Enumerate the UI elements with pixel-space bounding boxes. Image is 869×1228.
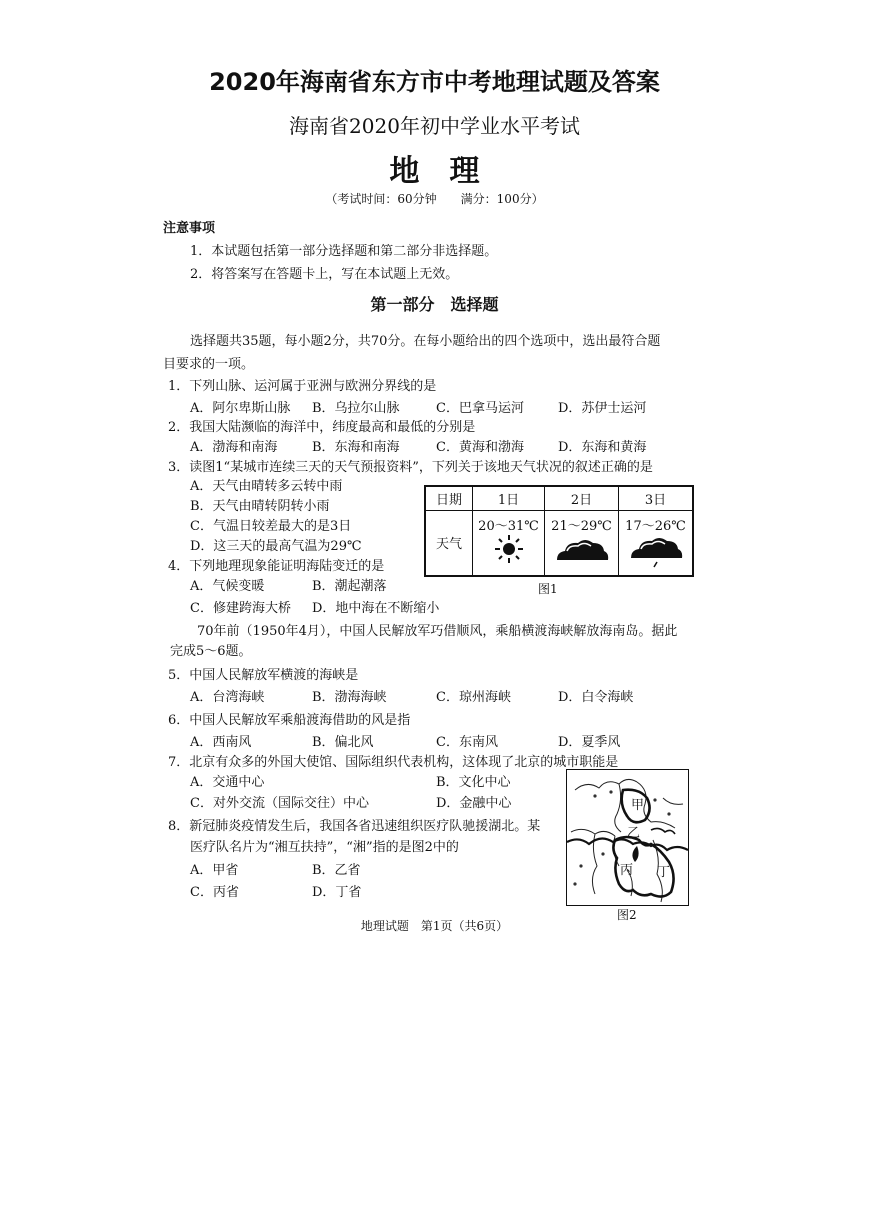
q8-option-a: A．甲省 [190, 863, 239, 878]
figure-1-caption: 图1 [538, 582, 558, 596]
q8-option-c: C．丙省 [190, 885, 239, 900]
day-3-header: 3日 [619, 486, 694, 510]
q2-option-c: C．黄海和渤海 [436, 440, 524, 455]
notice-item: 1．本试题包括第一部分选择题和第二部分非选择题。 [190, 244, 498, 259]
subject-title: 地 理 [389, 154, 480, 189]
q6-option-b: B．偏北风 [312, 735, 374, 750]
q4-option-d: D．地中海在不断缩小 [312, 601, 440, 616]
notice-heading: 注意事项 [163, 221, 216, 236]
question-8-stem: 8．新冠肺炎疫情发生后，我国各省迅速组织医疗队驰援湖北。某 [168, 819, 541, 834]
q2-option-d: D．东海和黄海 [558, 440, 647, 455]
q2-option-a: A．渤海和南海 [190, 440, 278, 455]
q5-option-b: B．渤海海峡 [312, 690, 387, 705]
cloudy-icon [553, 534, 611, 564]
question-8-stem-cont: 医疗队名片为“湘互扶持”，“湘”指的是图2中的 [190, 840, 459, 855]
passage-text: 70年前（1950年4月），中国人民解放军巧借顺风，乘船横渡海峡解放海南岛。据此 [197, 624, 678, 639]
day-1-cell [473, 510, 545, 576]
day-1-header: 1日 [473, 486, 545, 510]
q5-option-a: A．台湾海峡 [190, 690, 265, 705]
question-7-stem: 7．北京有众多的外国大使馆、国际组织代表机构，这体现了北京的城市职能是 [168, 755, 619, 770]
q8-option-b: B．乙省 [312, 863, 361, 878]
province-label-ding: 丁 [657, 865, 671, 880]
q7-option-d: D．金融中心 [436, 796, 512, 811]
time-info: （考试时间：60分钟 满分：100分） [325, 192, 544, 206]
day-2-header: 2日 [545, 486, 619, 510]
q7-option-a: A．交通中心 [190, 775, 265, 790]
question-2-stem: 2．我国大陆濒临的海洋中，纬度最高和最低的分别是 [168, 420, 476, 435]
q6-option-a: A．西南风 [190, 735, 252, 750]
day-2-cell [545, 510, 619, 576]
q8-option-d: D．丁省 [312, 885, 362, 900]
weather-forecast-table [424, 485, 694, 577]
q4-option-b: B．潮起潮落 [312, 579, 387, 594]
question-5-stem: 5．中国人民解放军横渡的海峡是 [168, 668, 359, 683]
day-2-temp: 21～29℃ [551, 518, 612, 534]
light-rain-icon [627, 534, 685, 568]
question-6-stem: 6．中国人民解放军乘船渡海借助的风是指 [168, 713, 411, 728]
figure-2-caption: 图2 [617, 908, 637, 922]
q1-option-c: C．巴拿马运河 [436, 401, 524, 416]
q3-option-d: D．这三天的最高气温为29℃ [190, 539, 362, 554]
q5-option-c: C．琼州海峡 [436, 690, 511, 705]
part1-intro: 选择题共35题，每小题2分，共70分。在每小题给出的四个选项中，选出最符合题 [190, 334, 661, 349]
table-row-label-weather: 天气 [425, 510, 473, 576]
part1-intro-cont: 目要求的一项。 [163, 357, 255, 372]
q7-option-b: B．文化中心 [436, 775, 511, 790]
passage-text-cont: 完成5～6题。 [170, 644, 252, 659]
q7-option-c: C．对外交流（国际交往）中心 [190, 796, 369, 811]
sun-icon [492, 534, 526, 564]
day-1-temp: 20～31℃ [478, 518, 539, 534]
document-title: 2020年海南省东方市中考地理试题及答案 [209, 68, 660, 96]
exam-name: 海南省2020年初中学业水平考试 [289, 114, 580, 138]
q1-option-d: D．苏伊士运河 [558, 401, 647, 416]
notice-item: 2．将答案写在答题卡上，写在本试题上无效。 [190, 267, 459, 282]
province-label-bing: 丙 [620, 863, 634, 878]
part1-title: 第一部分 选择题 [370, 295, 499, 314]
q6-option-d: D．夏季风 [558, 735, 621, 750]
q2-option-b: B．东海和南海 [312, 440, 400, 455]
province-label-jia: 甲 [631, 798, 645, 813]
q6-option-c: C．东南风 [436, 735, 498, 750]
day-3-temp: 17～26℃ [625, 518, 686, 534]
question-3-stem: 3．读图1“某城市连续三天的天气预报资料”，下列关于该地天气状况的叙述正确的是 [168, 460, 653, 475]
q3-option-a: A．天气由晴转多云转中雨 [190, 479, 343, 494]
province-map [566, 769, 689, 906]
province-label-yi: 乙 [627, 826, 641, 841]
q4-option-c: C．修建跨海大桥 [190, 601, 291, 616]
question-4-stem: 4．下列地理现象能证明海陆变迁的是 [168, 559, 385, 574]
question-1-stem: 1．下列山脉、运河属于亚洲与欧洲分界线的是 [168, 379, 437, 394]
q1-option-a: A．阿尔卑斯山脉 [190, 401, 291, 416]
page-footer: 地理试题 第1页（共6页） [360, 919, 509, 933]
q5-option-d: D．白令海峡 [558, 690, 634, 705]
q4-option-a: A．气候变暖 [190, 579, 265, 594]
table-header-date: 日期 [425, 486, 473, 510]
q1-option-b: B．乌拉尔山脉 [312, 401, 400, 416]
day-3-cell [619, 510, 694, 576]
q3-option-b: B．天气由晴转阴转小雨 [190, 499, 330, 514]
q3-option-c: C．气温日较差最大的是3日 [190, 519, 352, 534]
